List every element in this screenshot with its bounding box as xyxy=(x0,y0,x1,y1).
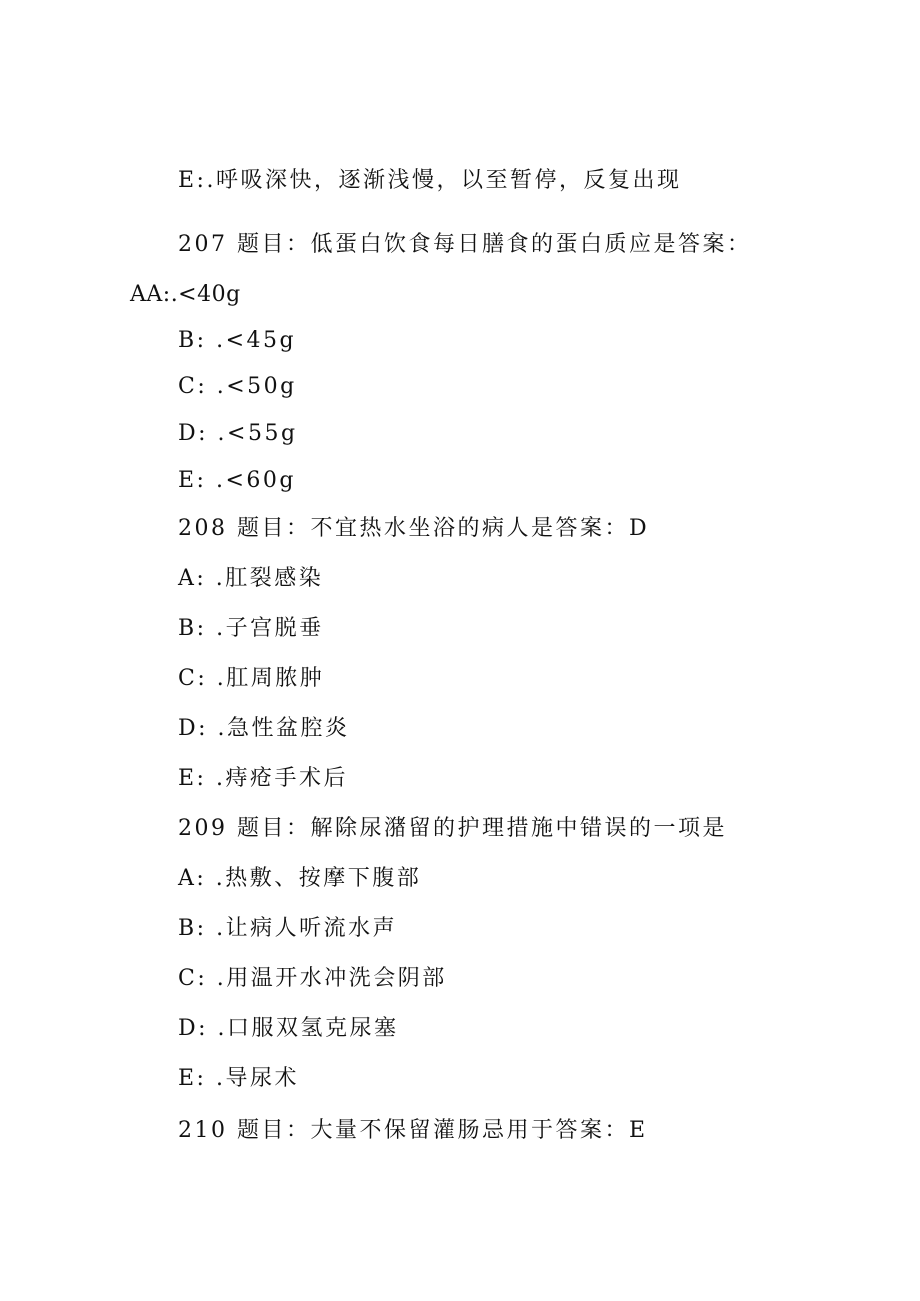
question-209-option-e: E: .导尿术 xyxy=(178,1066,299,1091)
question-207-option-c: C: .<50g xyxy=(178,374,297,399)
prev-question-option-e: E:.呼吸深快，逐渐浅慢，以至暂停，反复出现 xyxy=(178,168,682,193)
question-209-stem: 209 题目：解除尿潴留的护理措施中错误的一项是 xyxy=(178,816,727,841)
question-209-option-b: B: .让病人听流水声 xyxy=(178,916,398,941)
question-207-option-a: AA:.<40g xyxy=(130,282,241,307)
question-208-option-d: D: .急性盆腔炎 xyxy=(178,716,350,741)
question-208-option-c: C: .肛周脓肿 xyxy=(178,666,325,691)
question-208-option-b: B: .子宫脱垂 xyxy=(178,616,324,641)
question-209-option-a: A: .热敷、按摩下腹部 xyxy=(178,866,422,891)
question-207-option-d: D: .<55g xyxy=(178,421,298,446)
question-207-stem: 207 题目：低蛋白饮食每日膳食的蛋白质应是答案： xyxy=(178,232,752,257)
question-210-stem: 210 题目：大量不保留灌肠忌用于答案：E xyxy=(178,1118,648,1143)
question-207-option-b: B: .<45g xyxy=(178,328,297,353)
question-208-option-e: E: .痔疮手术后 xyxy=(178,766,348,791)
question-207-option-e: E: .<60g xyxy=(178,468,296,493)
question-208-stem: 208 题目：不宜热水坐浴的病人是答案：D xyxy=(178,516,650,541)
question-209-option-c: C: .用温开水冲洗会阴部 xyxy=(178,966,447,991)
question-209-option-d: D: .口服双氢克尿塞 xyxy=(178,1016,399,1041)
question-208-option-a: A: .肛裂感染 xyxy=(178,566,324,591)
